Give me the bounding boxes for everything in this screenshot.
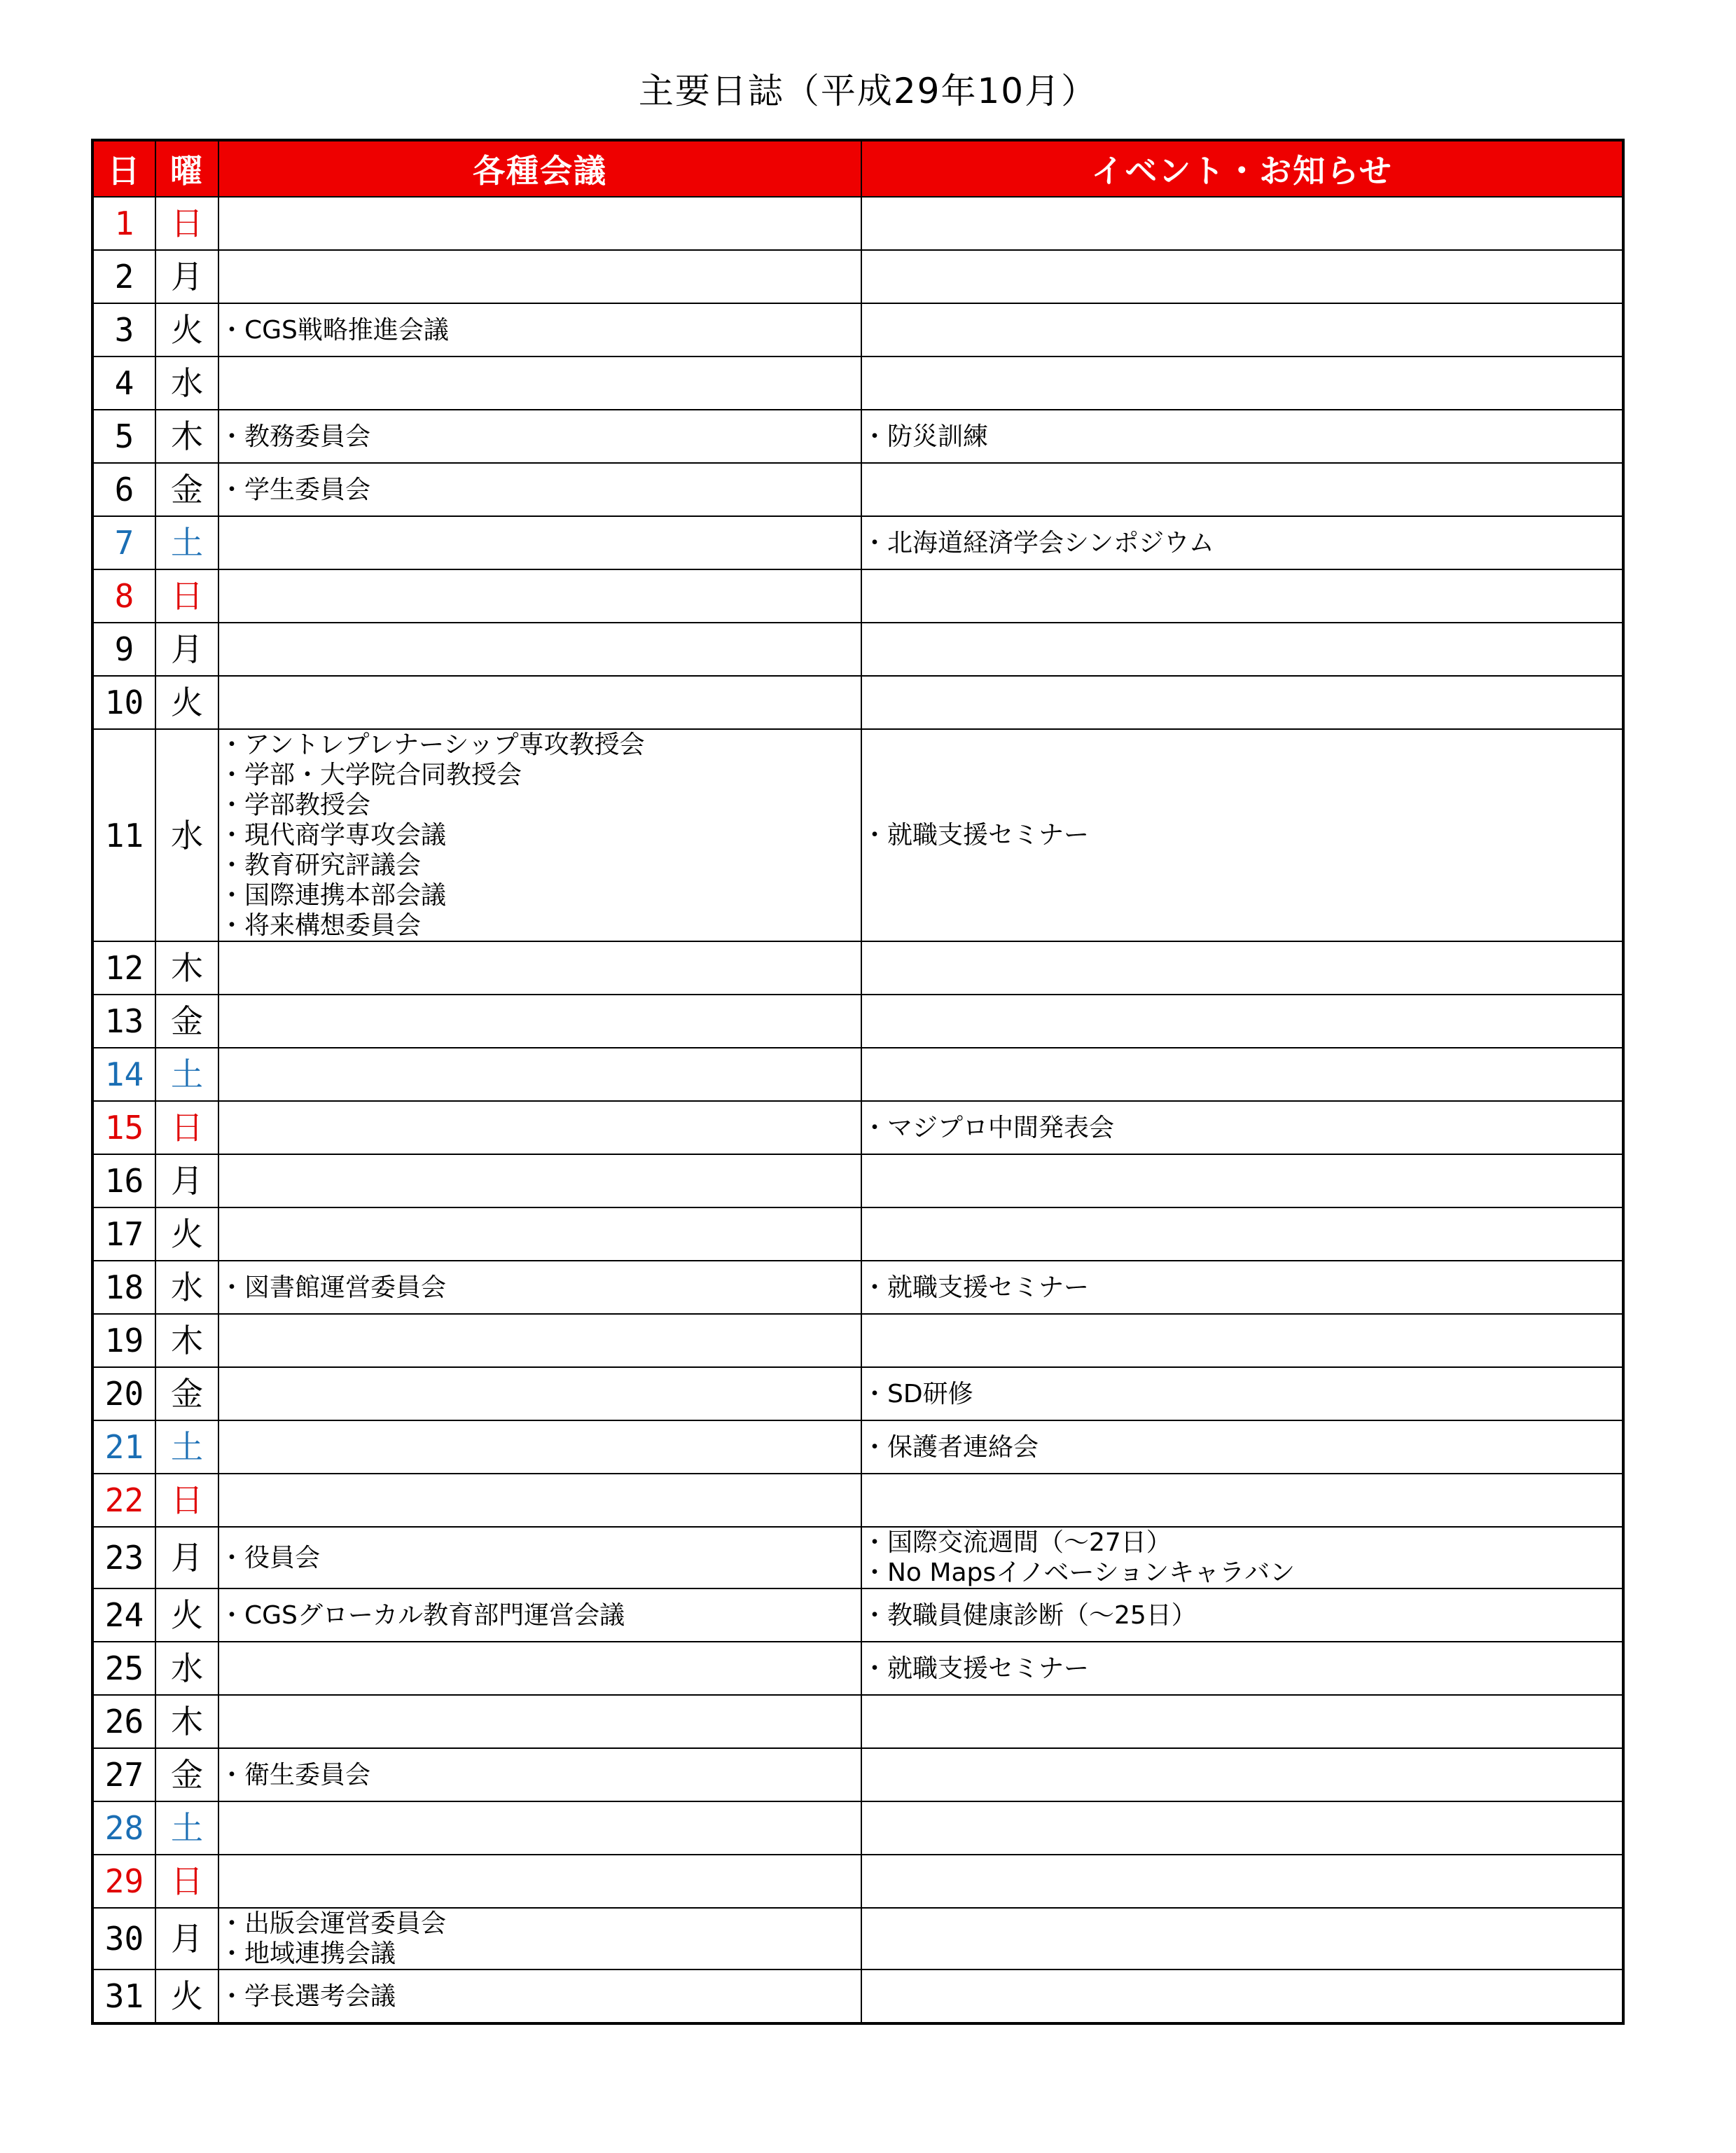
event-item: ・No Mapsイノベーションキャラバン <box>862 1558 1296 1587</box>
weekday-cell: 水 <box>155 1642 218 1695</box>
meeting-item: ・現代商学専攻会議 <box>219 821 447 850</box>
events-cell <box>861 995 1623 1048</box>
table-row <box>92 1207 1623 1261</box>
table-row <box>92 1801 1623 1855</box>
table-row <box>92 356 1623 410</box>
meetings-cell <box>218 356 861 410</box>
meetings-cell <box>218 1261 861 1314</box>
weekday-cell: 日 <box>155 1855 218 1908</box>
table-row <box>92 676 1623 729</box>
day-cell: 2 <box>92 250 155 303</box>
table-row <box>92 1527 1623 1588</box>
day-cell: 12 <box>92 941 155 995</box>
event-item: ・保護者連絡会 <box>862 1432 1039 1462</box>
weekday-cell: 土 <box>155 1048 218 1101</box>
event-item: ・国際交流週間（～27日） <box>862 1528 1172 1557</box>
meetings-cell <box>218 1855 861 1908</box>
weekday-cell: 日 <box>155 197 218 250</box>
meeting-item: ・アントレプレナーシップ専攻教授会 <box>219 731 645 759</box>
events-cell <box>861 1420 1623 1474</box>
event-item: ・マジプロ中間発表会 <box>862 1113 1115 1142</box>
table-row <box>92 1748 1623 1801</box>
weekday-cell: 日 <box>155 569 218 623</box>
meeting-item: ・地域連携会議 <box>219 1939 396 1968</box>
table-row <box>92 623 1623 676</box>
meetings-cell <box>218 1101 861 1154</box>
weekday-cell: 土 <box>155 1801 218 1855</box>
weekday-cell: 火 <box>155 1969 218 2023</box>
meetings-cell <box>218 1048 861 1101</box>
weekday-cell: 火 <box>155 1207 218 1261</box>
table-row <box>92 250 1623 303</box>
table-row <box>92 1101 1623 1154</box>
events-cell <box>861 1908 1623 1969</box>
weekday-cell: 水 <box>155 1261 218 1314</box>
events-cell <box>861 569 1623 623</box>
events-cell <box>861 1048 1623 1101</box>
event-item: ・就職支援セミナー <box>862 1273 1090 1302</box>
events-cell <box>861 1261 1623 1314</box>
events-cell <box>861 410 1623 463</box>
day-cell: 13 <box>92 995 155 1048</box>
weekday-cell: 金 <box>155 1367 218 1420</box>
events-cell <box>861 1474 1623 1527</box>
table-row <box>92 1474 1623 1527</box>
events-cell <box>861 1154 1623 1207</box>
events-cell <box>861 197 1623 250</box>
day-cell: 23 <box>92 1527 155 1588</box>
day-cell: 20 <box>92 1367 155 1420</box>
weekday-cell: 土 <box>155 516 218 569</box>
meetings-cell <box>218 995 861 1048</box>
events-cell <box>861 516 1623 569</box>
table-row <box>92 1048 1623 1101</box>
events-cell <box>861 1748 1623 1801</box>
weekday-cell: 月 <box>155 623 218 676</box>
events-cell <box>861 1801 1623 1855</box>
day-cell: 30 <box>92 1908 155 1969</box>
meetings-cell <box>218 1642 861 1695</box>
meetings-cell <box>218 676 861 729</box>
weekday-cell: 水 <box>155 729 218 941</box>
table-row <box>92 1642 1623 1695</box>
header-row <box>92 140 1623 197</box>
table-row <box>92 1588 1623 1642</box>
meetings-cell <box>218 1748 861 1801</box>
day-cell: 5 <box>92 410 155 463</box>
day-cell: 25 <box>92 1642 155 1695</box>
events-cell <box>861 729 1623 941</box>
day-cell: 1 <box>92 197 155 250</box>
event-item: ・就職支援セミナー <box>862 1654 1090 1683</box>
meeting-item: ・国際連携本部会議 <box>219 881 447 910</box>
meeting-item: ・学生委員会 <box>219 475 371 504</box>
day-cell: 18 <box>92 1261 155 1314</box>
meetings-cell <box>218 569 861 623</box>
meeting-item: ・図書館運営委員会 <box>219 1273 447 1302</box>
meetings-cell <box>218 463 861 516</box>
weekday-cell: 月 <box>155 1908 218 1969</box>
meetings-cell <box>218 1801 861 1855</box>
meetings-cell <box>218 516 861 569</box>
meetings-cell <box>218 1969 861 2023</box>
day-cell: 31 <box>92 1969 155 2023</box>
meeting-item: ・出版会運営委員会 <box>219 1909 447 1938</box>
events-cell <box>861 1367 1623 1420</box>
day-cell: 9 <box>92 623 155 676</box>
events-cell <box>861 623 1623 676</box>
table-row <box>92 1969 1623 2023</box>
weekday-cell: 金 <box>155 463 218 516</box>
table-row <box>92 1154 1623 1207</box>
events-cell <box>861 1101 1623 1154</box>
table-row <box>92 516 1623 569</box>
events-cell <box>861 303 1623 356</box>
weekday-cell: 火 <box>155 1588 218 1642</box>
day-cell: 7 <box>92 516 155 569</box>
meetings-cell <box>218 197 861 250</box>
table-row <box>92 995 1623 1048</box>
weekday-cell: 木 <box>155 1314 218 1367</box>
day-cell: 8 <box>92 569 155 623</box>
header-events: イベント・お知らせ <box>861 140 1623 197</box>
weekday-cell: 月 <box>155 1154 218 1207</box>
meetings-cell <box>218 1154 861 1207</box>
day-cell: 29 <box>92 1855 155 1908</box>
meeting-item: ・CGSグローカル教育部門運営会議 <box>219 1600 625 1630</box>
meeting-item: ・教育研究評議会 <box>219 851 422 880</box>
meeting-item: ・教務委員会 <box>219 422 371 451</box>
day-cell: 6 <box>92 463 155 516</box>
events-cell <box>861 676 1623 729</box>
weekday-cell: 水 <box>155 356 218 410</box>
table-row <box>92 410 1623 463</box>
table-row <box>92 1908 1623 1969</box>
day-cell: 3 <box>92 303 155 356</box>
table-row <box>92 1855 1623 1908</box>
event-item: ・教職員健康診断（～25日） <box>862 1600 1197 1630</box>
meetings-cell <box>218 1207 861 1261</box>
meeting-item: ・衛生委員会 <box>219 1760 371 1789</box>
weekday-cell: 日 <box>155 1101 218 1154</box>
meeting-item: ・CGS戦略推進会議 <box>219 315 449 345</box>
meetings-cell <box>218 303 861 356</box>
day-cell: 21 <box>92 1420 155 1474</box>
events-cell <box>861 941 1623 995</box>
day-cell: 10 <box>92 676 155 729</box>
weekday-cell: 木 <box>155 941 218 995</box>
meetings-cell <box>218 410 861 463</box>
table-row <box>92 463 1623 516</box>
diary-table <box>91 139 1625 2025</box>
meetings-cell <box>218 1527 861 1588</box>
weekday-cell: 土 <box>155 1420 218 1474</box>
table-row <box>92 1314 1623 1367</box>
weekday-cell: 火 <box>155 676 218 729</box>
table-row <box>92 1420 1623 1474</box>
weekday-cell: 金 <box>155 995 218 1048</box>
events-cell <box>861 1969 1623 2023</box>
meetings-cell <box>218 1588 861 1642</box>
day-cell: 26 <box>92 1695 155 1748</box>
meetings-cell <box>218 1367 861 1420</box>
day-cell: 27 <box>92 1748 155 1801</box>
weekday-cell: 火 <box>155 303 218 356</box>
table-row <box>92 729 1623 941</box>
table-row <box>92 197 1623 250</box>
meetings-cell <box>218 623 861 676</box>
event-item: ・SD研修 <box>862 1379 973 1408</box>
day-cell: 15 <box>92 1101 155 1154</box>
diary-body <box>92 197 1623 2023</box>
day-cell: 16 <box>92 1154 155 1207</box>
meetings-cell <box>218 1420 861 1474</box>
events-cell <box>861 1588 1623 1642</box>
day-cell: 17 <box>92 1207 155 1261</box>
events-cell <box>861 1527 1623 1588</box>
event-item: ・就職支援セミナー <box>862 821 1090 850</box>
table-row <box>92 303 1623 356</box>
meetings-cell <box>218 1474 861 1527</box>
events-cell <box>861 1695 1623 1748</box>
weekday-cell: 木 <box>155 1695 218 1748</box>
meeting-item: ・役員会 <box>219 1543 321 1572</box>
weekday-cell: 金 <box>155 1748 218 1801</box>
day-cell: 24 <box>92 1588 155 1642</box>
table-row <box>92 1261 1623 1314</box>
day-cell: 14 <box>92 1048 155 1101</box>
meetings-cell <box>218 250 861 303</box>
meetings-cell <box>218 1314 861 1367</box>
meeting-item: ・将来構想委員会 <box>219 911 422 940</box>
day-cell: 28 <box>92 1801 155 1855</box>
header-weekday: 曜 <box>155 140 218 197</box>
weekday-cell: 月 <box>155 250 218 303</box>
table-row <box>92 569 1623 623</box>
events-cell <box>861 1207 1623 1261</box>
page-title: 主要日誌（平成29年10月） <box>638 71 1098 111</box>
meetings-cell <box>218 729 861 941</box>
event-item: ・北海道経済学会シンポジウム <box>862 528 1214 558</box>
day-cell: 11 <box>92 729 155 941</box>
events-cell <box>861 463 1623 516</box>
meeting-item: ・学部教授会 <box>219 791 371 819</box>
meeting-item: ・学部・大学院合同教授会 <box>219 761 522 789</box>
table-row <box>92 1695 1623 1748</box>
day-cell: 22 <box>92 1474 155 1527</box>
table-row <box>92 941 1623 995</box>
meetings-cell <box>218 1695 861 1748</box>
meetings-cell <box>218 941 861 995</box>
events-cell <box>861 250 1623 303</box>
weekday-cell: 木 <box>155 410 218 463</box>
events-cell <box>861 356 1623 410</box>
events-cell <box>861 1642 1623 1695</box>
weekday-cell: 月 <box>155 1527 218 1588</box>
meeting-item: ・学長選考会議 <box>219 1981 396 2011</box>
meetings-cell <box>218 1908 861 1969</box>
events-cell <box>861 1314 1623 1367</box>
day-cell: 19 <box>92 1314 155 1367</box>
day-cell: 4 <box>92 356 155 410</box>
header-day: 日 <box>92 140 155 197</box>
weekday-cell: 日 <box>155 1474 218 1527</box>
events-cell <box>861 1855 1623 1908</box>
event-item: ・防災訓練 <box>862 422 989 451</box>
header-meetings: 各種会議 <box>218 140 861 197</box>
table-row <box>92 1367 1623 1420</box>
